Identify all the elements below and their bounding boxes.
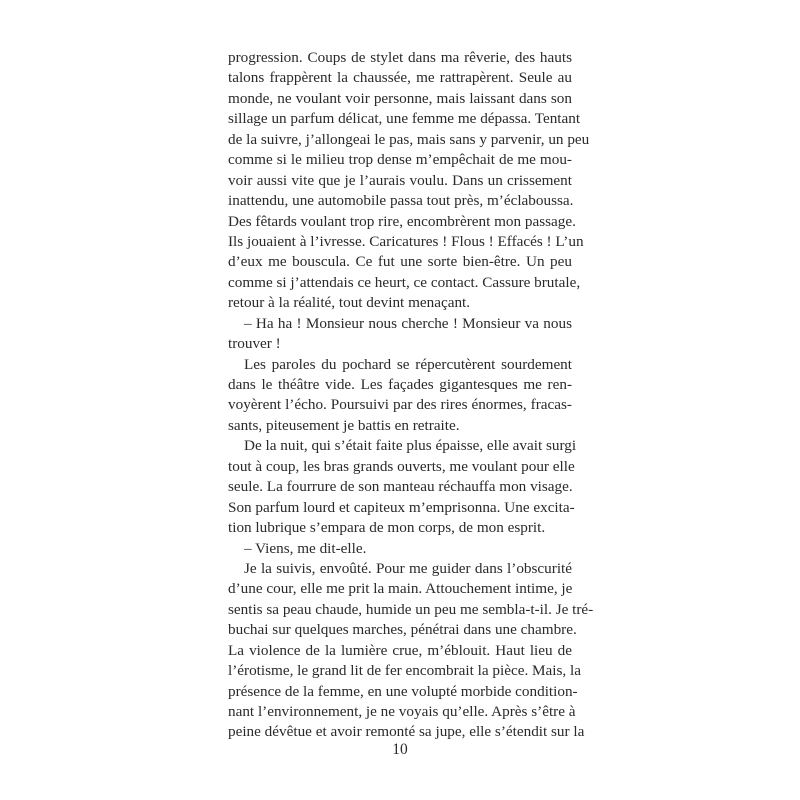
text-line: tion lubrique s’empara de mon corps, de mon esprit.: [228, 519, 546, 537]
text-line: de la suivre, j’allongeai le pas, mais sans y parvenir, un peu: [228, 130, 590, 148]
text-line: peine dévêtue et avoir remonté sa jupe, elle s’étendit sur la: [228, 723, 585, 741]
text-line: seule. La fourrure de son manteau réchauffa mon visage.: [228, 478, 573, 496]
text-line: dans le théâtre vide. Les façades gigantesques me ren-: [228, 376, 572, 393]
body-text: [228, 48, 594, 743]
text-line: Des fêtards voulant trop rire, encombrèrent mon passage.: [228, 212, 576, 230]
text-line: sants, piteusement je battis en retraite.: [228, 416, 460, 434]
text-line: voyèrent l’écho. Poursuivi par des rires énormes, fracas-: [228, 396, 572, 414]
text-line: Son parfum lourd et capiteux m’emprisonna. Une excita-: [228, 498, 575, 516]
text-line: comme si le milieu trop dense m’empêchait de me mou-: [228, 151, 572, 169]
text-line: talons frappèrent la chaussée, me rattrapèrent. Seule au: [228, 69, 572, 87]
text-line: La violence de la lumière crue, m’éblouit. Haut lieu de: [228, 641, 572, 659]
dialogue-line: trouver !: [228, 335, 281, 353]
text-line: monde, ne voulant voir personne, mais laissant dans son: [228, 89, 572, 107]
text-line: buchai sur quelques marches, pénétrai dans une chambre.: [228, 621, 577, 639]
text-line: voir aussi vite que je l’aurais voulu. Dans un crissement: [228, 171, 572, 189]
dialogue-line: – Viens, me dit-elle.: [244, 539, 367, 557]
text-line: Je la suivis, envoûté. Pour me guider dans l’obscurité: [244, 559, 572, 577]
text-line: Ils jouaient à l’ivresse. Caricatures ! Flous ! Effacés ! L’un: [228, 232, 584, 250]
page-number: 10: [392, 741, 408, 758]
text-line: inattendu, une automobile passa tout près, m’éclaboussa.: [228, 192, 574, 210]
text-line: d’une cour, elle me prit la main. Attouchement intime, je: [228, 580, 573, 598]
text-line: sentis sa peau chaude, humide un peu me sembla-t-il. Je tré-: [228, 600, 594, 618]
text-line: progression. Coups de stylet dans ma rêverie, des hauts: [228, 49, 572, 66]
text-line: retour à la réalité, tout devint menaçant.: [228, 294, 471, 312]
text-line: d’eux me bouscula. Ce fut une sorte bien-être. Un peu: [228, 253, 572, 271]
text-line: l’érotisme, le grand lit de fer encombrait la pièce. Mais, la: [228, 662, 581, 680]
text-line: sillage un parfum délicat, une femme me dépassa. Tentant: [228, 110, 581, 128]
text-line: présence de la femme, en une volupté morbide condition-: [228, 682, 578, 700]
text-line: De la nuit, qui s’était faite plus épaisse, elle avait surgi: [244, 437, 577, 455]
dialogue-line: – Ha ha ! Monsieur nous cherche ! Monsieur va nous: [244, 314, 572, 332]
text-line: Les paroles du pochard se répercutèrent sourdement: [244, 355, 572, 373]
text-line: nant l’environnement, je ne voyais qu’elle. Après s’être à: [228, 703, 576, 720]
text-line: comme si j’attendais ce heurt, ce contact. Cassure brutale,: [228, 273, 581, 291]
text-line: tout à coup, les bras grands ouverts, me voulant pour elle: [228, 457, 575, 475]
